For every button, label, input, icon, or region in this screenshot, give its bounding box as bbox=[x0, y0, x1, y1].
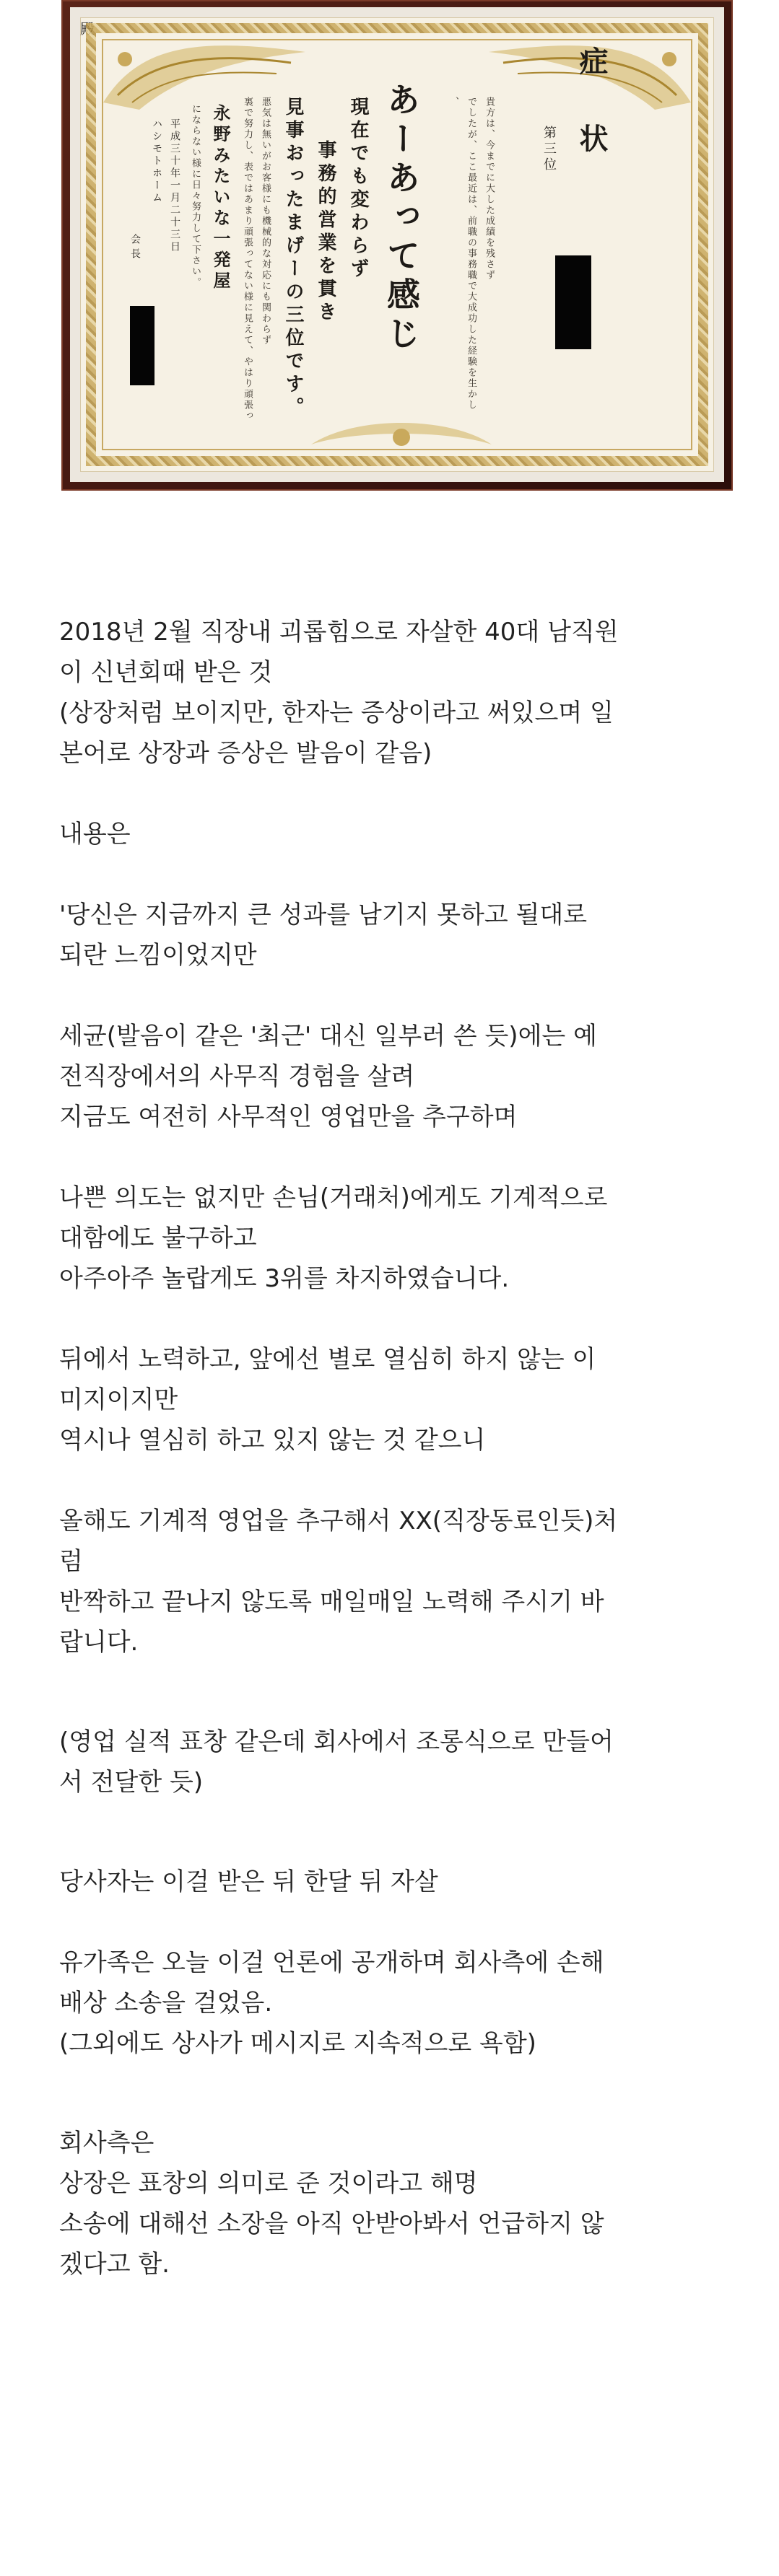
paragraph: '당신은 지금까지 큰 성과를 남기지 못하고 될대로 되란 느낌이었지만 bbox=[59, 901, 588, 970]
cert-signature-line: 永野みたいな一発屋 bbox=[210, 104, 231, 292]
cert-body-line: 、 bbox=[448, 97, 458, 108]
paragraph: 올해도 기계적 영업을 추구해서 XX(직장동료인듯)처 럼 반짝하고 끝나지 않도록 매일매일 노력해 주시기 바 랍니다. bbox=[59, 1507, 618, 1657]
paragraph: 2018년 2월 직장내 괴롭힘으로 자살한 40대 남직원 이 신년회때 받은 것 (상장처럼 보이지만, 한자는 증상이라고 써있으며 일 본어로 상장과 증상은 발음이 같음) bbox=[59, 618, 619, 768]
article-text bbox=[59, 612, 752, 2284]
cert-date: 平成三十年一月二十三日 bbox=[169, 118, 180, 253]
cert-body-line: 裏で努力し、表ではあまり頑張ってない様に見えて、やはり頑張っ bbox=[242, 97, 253, 421]
cert-main-line: 現在でも変わらず bbox=[347, 97, 369, 281]
frame-mat bbox=[70, 7, 724, 482]
paragraph: 당사자는 이걸 받은 뒤 한달 뒤 자살 bbox=[59, 1867, 438, 1896]
paragraph: 나쁜 의도는 없지만 손님(거래처)에게도 기계적으로 대함에도 불구하고 아주아주 놀랍게도 3위를 차지하였습니다. bbox=[59, 1183, 608, 1293]
cert-chairman: 会長 bbox=[129, 234, 141, 263]
paragraph: 세균(발음이 같은 '최근' 대신 일부러 쓴 듯)에는 예 전직장에서의 사무직 경험을 살려 지금도 여전히 사무적인 영업만을 추구하며 bbox=[59, 1022, 597, 1131]
cert-body-line: 悪気は無いがお客様にも機械的な対応にも関わらず bbox=[260, 97, 271, 346]
recipient-honorific: 殿 bbox=[80, 20, 95, 38]
cert-headline: あーあって感じ bbox=[382, 82, 421, 355]
paragraph: 유가족은 오늘 이걸 언론에 공개하며 회사측에 손해 배상 소송을 걸었음. (그외에도 상사가 메시지로 지속적으로 욕함) bbox=[59, 1948, 604, 2058]
award-title: 症 状 bbox=[575, 46, 609, 159]
cert-main-line: 見事おったまげーの三位です。 bbox=[282, 97, 304, 420]
certificate-paper bbox=[80, 17, 714, 472]
cert-body-line: 貴方は、今までに大した成績を残さず bbox=[484, 97, 495, 281]
cert-company: ハシモトホーム bbox=[151, 118, 162, 204]
paragraph: 회사측은 상장은 표창의 의미로 준 것이라고 해명 소송에 대해선 소장을 아직 안받아봐서 언급하지 않 겠다고 함. bbox=[59, 2129, 604, 2279]
cert-main-line: 事務的営業を貫き bbox=[315, 140, 336, 325]
paragraph: 내용은 bbox=[59, 820, 131, 849]
cert-signature-tail: にならない様に日々努力して下さい。 bbox=[190, 104, 201, 288]
bottom-ornament-icon bbox=[311, 416, 492, 459]
rank-label: 第三位 bbox=[541, 126, 557, 173]
certificate-photo bbox=[61, 0, 733, 491]
paragraph: (영업 실적 표창 같은데 회사에서 조롱식으로 만들어 서 전달한 듯) bbox=[59, 1727, 614, 1797]
phoenix-ornament-icon bbox=[96, 30, 313, 117]
redaction-bar bbox=[555, 255, 591, 349]
redaction-bar bbox=[130, 306, 155, 385]
paragraph: 뒤에서 노력하고, 앞에선 별로 열심히 하지 않는 이 미지이지만 역시나 열심히 하고 있지 않는 것 같으니 bbox=[59, 1345, 596, 1455]
cert-body-line: でしたが、ここ最近は、前職の事務職で大成功した経験を生かし bbox=[466, 97, 476, 411]
